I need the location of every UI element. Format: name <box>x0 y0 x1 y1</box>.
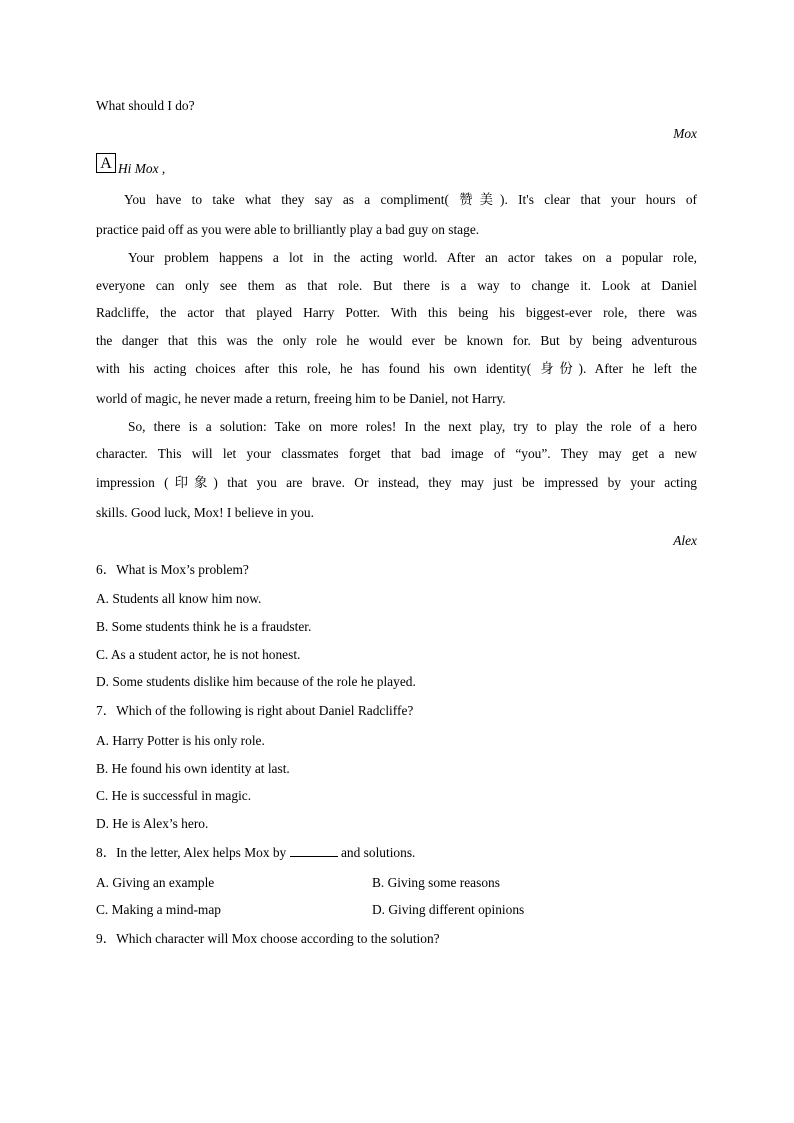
letter-line: character. This will let your classmates forget that bad image of “you”. They may get a new <box>96 446 697 461</box>
question-text: What is Mox’s problem? <box>116 562 249 577</box>
question-9 <box>96 930 440 948</box>
question-7 <box>96 702 413 720</box>
option-7c: C. He is successful in magic. <box>96 788 252 803</box>
question-number: 7． <box>96 703 117 718</box>
letter-line: the danger that this was the only role he would ever be known for. But by being adventurous <box>96 333 697 348</box>
option-6a: A. Students all know him now. <box>96 591 262 606</box>
letter-line: practice paid off as you were able to brilliantly play a bad guy on stage. <box>96 222 480 237</box>
question-number: 9． <box>96 931 117 946</box>
letter-line: world of magic, he never made a return, freeing him to be Daniel, not Harry. <box>96 391 506 406</box>
option-6b: B. Some students think he is a fraudster. <box>96 619 312 634</box>
letter-line: skills. Good luck, Mox! I believe in you. <box>96 505 314 520</box>
question-number: 6． <box>96 562 117 577</box>
letter-line: with his acting choices after this role, he has found his own identity( 身份). After he left the <box>96 361 697 376</box>
option-8a: A. Giving an example <box>96 875 215 890</box>
intro-signature: Mox <box>673 126 697 141</box>
option-8c: C. Making a mind-map <box>96 902 221 917</box>
question-text: Which character will Mox choose according to the solution? <box>116 931 440 946</box>
letter-greeting: Hi Mox , <box>118 161 166 176</box>
letter-line: everyone can only see them as that role. But there is a way to change it. Look at Daniel <box>96 278 697 293</box>
option-6c: C. As a student actor, he is not honest. <box>96 647 301 662</box>
letter-signature: Alex <box>673 533 697 548</box>
intro-question: What should I do? <box>96 98 195 113</box>
question-6 <box>96 561 249 579</box>
question-number: 8． <box>96 845 117 860</box>
section-marker: A <box>96 153 116 173</box>
letter-line: Your problem happens a lot in the acting world. After an actor takes on a popular role, <box>128 250 697 265</box>
option-8d: D. Giving different opinions <box>372 902 525 917</box>
option-8b: B. Giving some reasons <box>372 875 500 890</box>
answer-blank <box>290 844 338 857</box>
option-7d: D. He is Alex’s hero. <box>96 816 209 831</box>
question-text-before: In the letter, Alex helps Mox by <box>116 845 287 860</box>
question-8 <box>96 844 415 862</box>
letter-line: Radcliffe, the actor that played Harry Potter. With this being his biggest-ever role, there was <box>96 305 697 320</box>
option-6d: D. Some students dislike him because of the role he played. <box>96 674 416 689</box>
question-text-after: and solutions. <box>340 845 416 860</box>
option-7a: A. Harry Potter is his only role. <box>96 733 265 748</box>
letter-line: impression (印象) that you are brave. Or instead, they may just be impressed by your acting <box>96 475 697 490</box>
letter-line: You have to take what they say as a compliment( 赞美). It's clear that your hours of <box>124 192 697 207</box>
question-text: Which of the following is right about Daniel Radcliffe? <box>116 703 414 718</box>
option-7b: B. He found his own identity at last. <box>96 761 290 776</box>
letter-line: So, there is a solution: Take on more roles! In the next play, try to play the role of a hero <box>128 419 697 434</box>
